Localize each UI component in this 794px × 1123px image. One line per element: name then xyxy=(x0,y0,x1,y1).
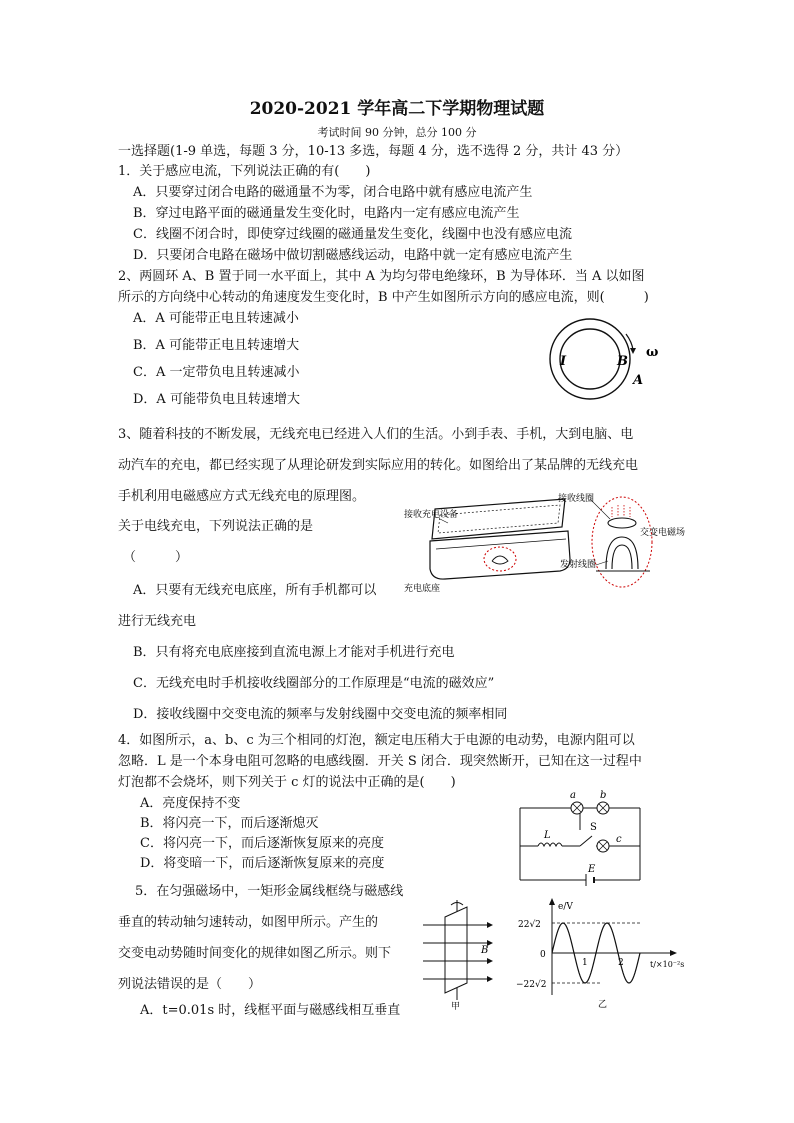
section-heading: 一选择题(1-9 单选，每题 3 分，10-13 多选，每题 4 分，选不选得 2 分，共计 43 分） xyxy=(118,144,629,159)
x-tick-2: 2 xyxy=(618,958,624,968)
page-title: 2020-2021 学年高二下学期物理试题 xyxy=(249,99,545,119)
q4-option-b: B．将闪亮一下，而后逐渐熄灭 xyxy=(140,816,319,831)
q3-answer-paren: （ ） xyxy=(123,550,189,565)
inductor-icon xyxy=(538,843,562,846)
q1-option-a: A．只要穿过闭合电路的磁通量不为零，闭合电路中就有感应电流产生 xyxy=(133,185,533,200)
q2-option-b: B．A 可能带正电且转速增大 xyxy=(133,338,300,353)
q5-figure-yi xyxy=(510,895,700,1013)
q5-figure-jia xyxy=(415,895,500,1010)
q3-figure-wireless-charging xyxy=(400,487,685,599)
q4-stem-line2: 忽略．L 是一个本身电阻可忽略的电感线圈．开关 S 闭合．现突然断开，已知在这一过程中 xyxy=(118,754,642,769)
label-charging-base: 充电底座 xyxy=(404,584,441,594)
exam-info: 考试时间 90 分钟，总分 100 分 xyxy=(317,126,477,139)
q3-option-c: C．无线充电时手机接收线圈部分的工作原理是“电流的磁效应” xyxy=(133,676,495,691)
y-max-label: 22√2 xyxy=(518,920,541,930)
q3-option-d: D．接收线圈中交变电流的频率与发射线圈中交变电流的频率相同 xyxy=(133,707,508,722)
q5-stem-line3: 交变电动势随时间变化的规律如图乙所示。则下 xyxy=(118,946,392,961)
receive-coil-icon xyxy=(608,518,636,528)
field-lines xyxy=(612,505,630,517)
q5-stem-line1: 5．在匀强磁场中，一矩形金属线框绕与磁感线 xyxy=(135,884,404,899)
transmit-coil-inner xyxy=(612,545,632,569)
q3-stem-line2: 动汽车的充电，都已经实现了从理论研发到实际应用的转化。如图给出了某品牌的无线充电 xyxy=(118,458,639,473)
q1-option-c: C．线圈不闭合时，即使穿过线圈的磁通量发生变化，线圈中也没有感应电流 xyxy=(133,227,572,242)
x-axis-label: t/×10⁻²s xyxy=(650,960,685,969)
label-emf: E xyxy=(588,864,596,875)
q1-option-d: D．只要闭合电路在磁场中做切割磁感线运动，电路中就一定有感应电流产生 xyxy=(133,248,573,263)
label-inductor: L xyxy=(544,830,551,841)
label-alternating-field: 交变电磁场 xyxy=(640,528,685,538)
label-transmit-coil: 发射线圈 xyxy=(560,560,597,570)
q4-stem-line1: 4．如图所示，a、b、c 为三个相同的灯泡，额定电压稍大于电源的电动势，电源内阻可以 xyxy=(118,733,635,748)
q3-stem-line1: 3、随着科技的不断发展，无线充电已经进入人们的生活。小到手表、手机，大到电脑、电 xyxy=(118,427,634,442)
q4-stem-line3: 灯泡都不会烧坏，则下列关于 c 灯的说法中正确的是( ) xyxy=(118,775,456,790)
q2-stem-line1: 2、两圆环 A、B 置于同一水平面上，其中 A 为均匀带电绝缘环，B 为导体环．当 A 以如图 xyxy=(118,269,645,284)
q1-stem: 1．关于感应电流，下列说法正确的有( ) xyxy=(118,164,371,179)
q5-option-a: A．t=0.01s 时，线框平面与磁感线相互垂直 xyxy=(140,1003,401,1018)
q2-option-d: D．A 可能带负电且转速增大 xyxy=(133,392,300,407)
q2-option-c: C．A 一定带负电且转速减小 xyxy=(133,365,300,380)
x-tick-1: 1 xyxy=(582,958,588,968)
y-axis-label: e/V xyxy=(558,902,573,912)
label-yi: 乙 xyxy=(598,1000,608,1010)
q2-stem-line2: 所示的方向绕中心转动的角速度发生变化时，B 中产生如图所示方向的感应电流，则( ) xyxy=(118,290,649,305)
label-jia: 甲 xyxy=(451,1002,461,1010)
q4-option-d: D．将变暗一下，而后逐渐恢复原来的亮度 xyxy=(140,856,385,871)
q3-option-b: B．只有将充电底座接到直流电源上才能对手机进行充电 xyxy=(133,645,455,660)
q5-stem-line4: 列说法错误的是（ ） xyxy=(118,977,262,992)
label-ring-a: A xyxy=(633,373,644,388)
label-receive-coil: 接收线圈 xyxy=(558,494,595,504)
q3-option-a: A．只要有无线充电底座，所有手机都可以 xyxy=(133,583,377,598)
q4-option-c: C．将闪亮一下，而后逐渐恢复原来的亮度 xyxy=(140,836,384,851)
label-omega: ω xyxy=(646,345,659,360)
q3-option-a-cont: 进行无线充电 xyxy=(118,614,197,629)
label-field-b: B xyxy=(481,945,489,956)
ring-b xyxy=(560,329,620,389)
transmit-coil-left xyxy=(606,537,638,569)
y-min-label: −22√2 xyxy=(516,980,547,990)
label-lamp-c: c xyxy=(616,834,622,845)
rotation-arrow xyxy=(626,334,633,350)
q3-stem-line3: 手机利用电磁感应方式无线充电的原理图。 xyxy=(118,489,366,504)
q2-figure-rings xyxy=(540,312,670,402)
q2-option-a: A．A 可能带正电且转速减小 xyxy=(133,311,299,326)
coil-detail-highlight xyxy=(592,497,652,587)
label-ring-b: B xyxy=(617,354,628,369)
label-receiver-device: 接收充电设备 xyxy=(404,510,459,520)
arrow-head-icon xyxy=(630,348,636,354)
label-lamp-b: b xyxy=(600,790,607,801)
charging-base xyxy=(430,531,570,579)
label-current: I xyxy=(560,354,567,369)
q4-figure-circuit xyxy=(512,790,652,890)
q5-stem-line2: 垂直的转动轴匀速转动，如图甲所示。产生的 xyxy=(118,915,379,930)
q1-option-b: B．穿过电路平面的磁通量发生变化时，电路内一定有感应电流产生 xyxy=(133,206,520,221)
q3-stem-line4: 关于电线充电，下列说法正确的是 xyxy=(118,519,314,534)
y-zero-label: 0 xyxy=(540,950,546,960)
label-switch: S xyxy=(590,822,597,833)
label-lamp-a: a xyxy=(570,790,576,801)
q4-option-a: A．亮度保持不变 xyxy=(140,796,241,811)
